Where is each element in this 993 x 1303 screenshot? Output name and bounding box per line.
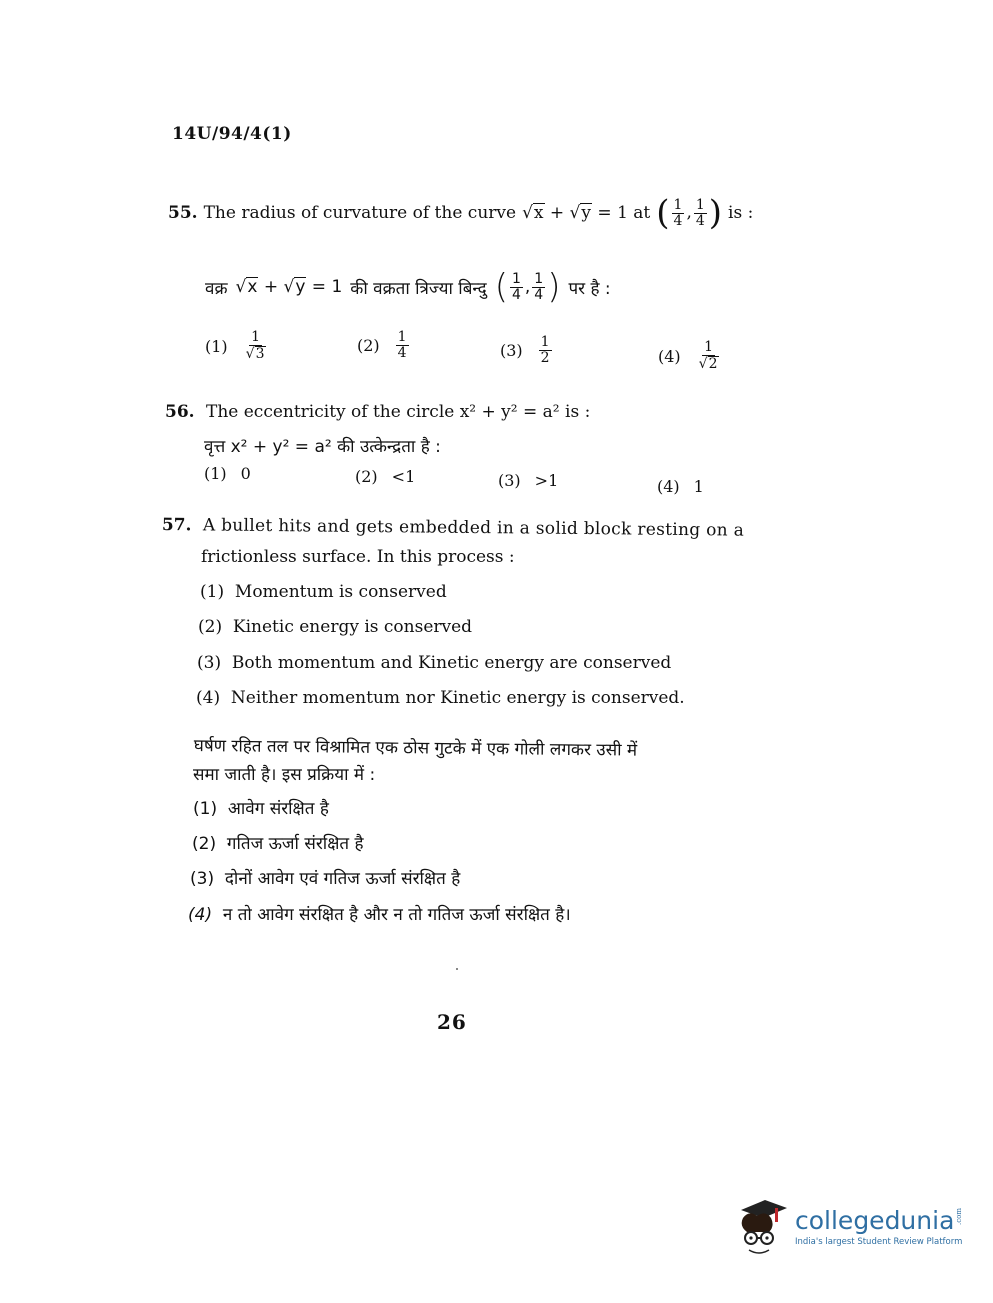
- brand-suffix: .com: [955, 1207, 964, 1225]
- question-57-english-line2: frictionless surface. In this process :: [201, 547, 515, 567]
- page-number: 26: [437, 1010, 467, 1034]
- option-57-hindi-3: (3) दोनों आवेग एवं गतिज ऊर्जा संरक्षित है: [190, 869, 461, 889]
- brand-text: [795, 1205, 964, 1247]
- option-57-1: (1) Momentum is conserved: [200, 582, 447, 602]
- option-57-3: (3) Both momentum and Kinetic energy are conserved: [197, 653, 672, 673]
- option-55-1: (1) $\frac{1}{√3}$: [205, 329, 265, 362]
- paper-code: 14U/94/4(1): [172, 124, 292, 144]
- student-mascot-icon: [735, 1196, 789, 1258]
- option-55-2: (2) $\frac{1}{4}$: [357, 329, 407, 361]
- question-55-text: The radius of curvature of the curve: [203, 203, 517, 223]
- question-56-hindi: वृत्त x² + y² = a² की उत्केन्द्रता है :: [204, 437, 441, 457]
- option-57-hindi-4: (4) न तो आवेग संरक्षित है और न तो गतिज ऊर्जा संरक्षित है।: [188, 905, 571, 925]
- question-55-number: 55.: [168, 203, 198, 223]
- brand-tagline: India's largest Student Review Platform: [795, 1236, 963, 1247]
- brand-name: collegedunia: [795, 1205, 955, 1235]
- point-coordinates-hindi: ( $\frac{1}{4}$ , $\frac{1}{4}$ ): [494, 267, 561, 307]
- speck: [456, 968, 458, 970]
- question-57-hindi: घर्षण रहित तल पर विश्रामित एक ठोस गुटके में एक गोली लगकर उसी में: [193, 735, 638, 761]
- curve-equation-hindi: √x + √y = 1: [235, 277, 343, 297]
- option-55-3: (3) $\frac{1}{2}$: [500, 334, 550, 366]
- question-55-english: [168, 193, 754, 233]
- curve-equation: √x + √y = 1 at: [522, 203, 651, 223]
- question-55-hindi: वक्र √x + √y = 1 की वक्रता त्रिज्या बिन्दु ( $\frac{1}{4}$ , $\frac{1}{4}$ ) पर है :: [205, 267, 611, 307]
- option-57-4: (4) Neither momentum nor Kinetic energy is conserved.: [196, 688, 685, 708]
- option-57-hindi-2: (2) गतिज ऊर्जा संरक्षित है: [192, 834, 364, 854]
- option-56-2: (2) <1: [355, 467, 416, 486]
- option-56-3: (3) >1: [498, 471, 559, 490]
- option-57-hindi-1: (1) आवेग संरक्षित है: [193, 799, 329, 819]
- option-57-2: (2) Kinetic energy is conserved: [198, 617, 473, 637]
- brand-logo[interactable]: [735, 1196, 963, 1258]
- question-57-english: 57. A bullet hits and gets embedded in a solid block resting on a: [161, 515, 745, 541]
- option-55-4: (4) $\frac{1}{√2}$: [658, 339, 718, 372]
- question-57-hindi-line2: समा जाती है। इस प्रक्रिया में :: [193, 765, 376, 785]
- question-56-english: 56. The eccentricity of the circle x² + y² = a² is :: [165, 402, 591, 422]
- question-55-tail: is :: [728, 203, 754, 223]
- option-56-1: (1) 0: [204, 464, 251, 483]
- option-56-4: (4) 1: [657, 477, 704, 496]
- point-coordinates: ( $\frac{1}{4}$ , $\frac{1}{4}$ ): [656, 193, 723, 233]
